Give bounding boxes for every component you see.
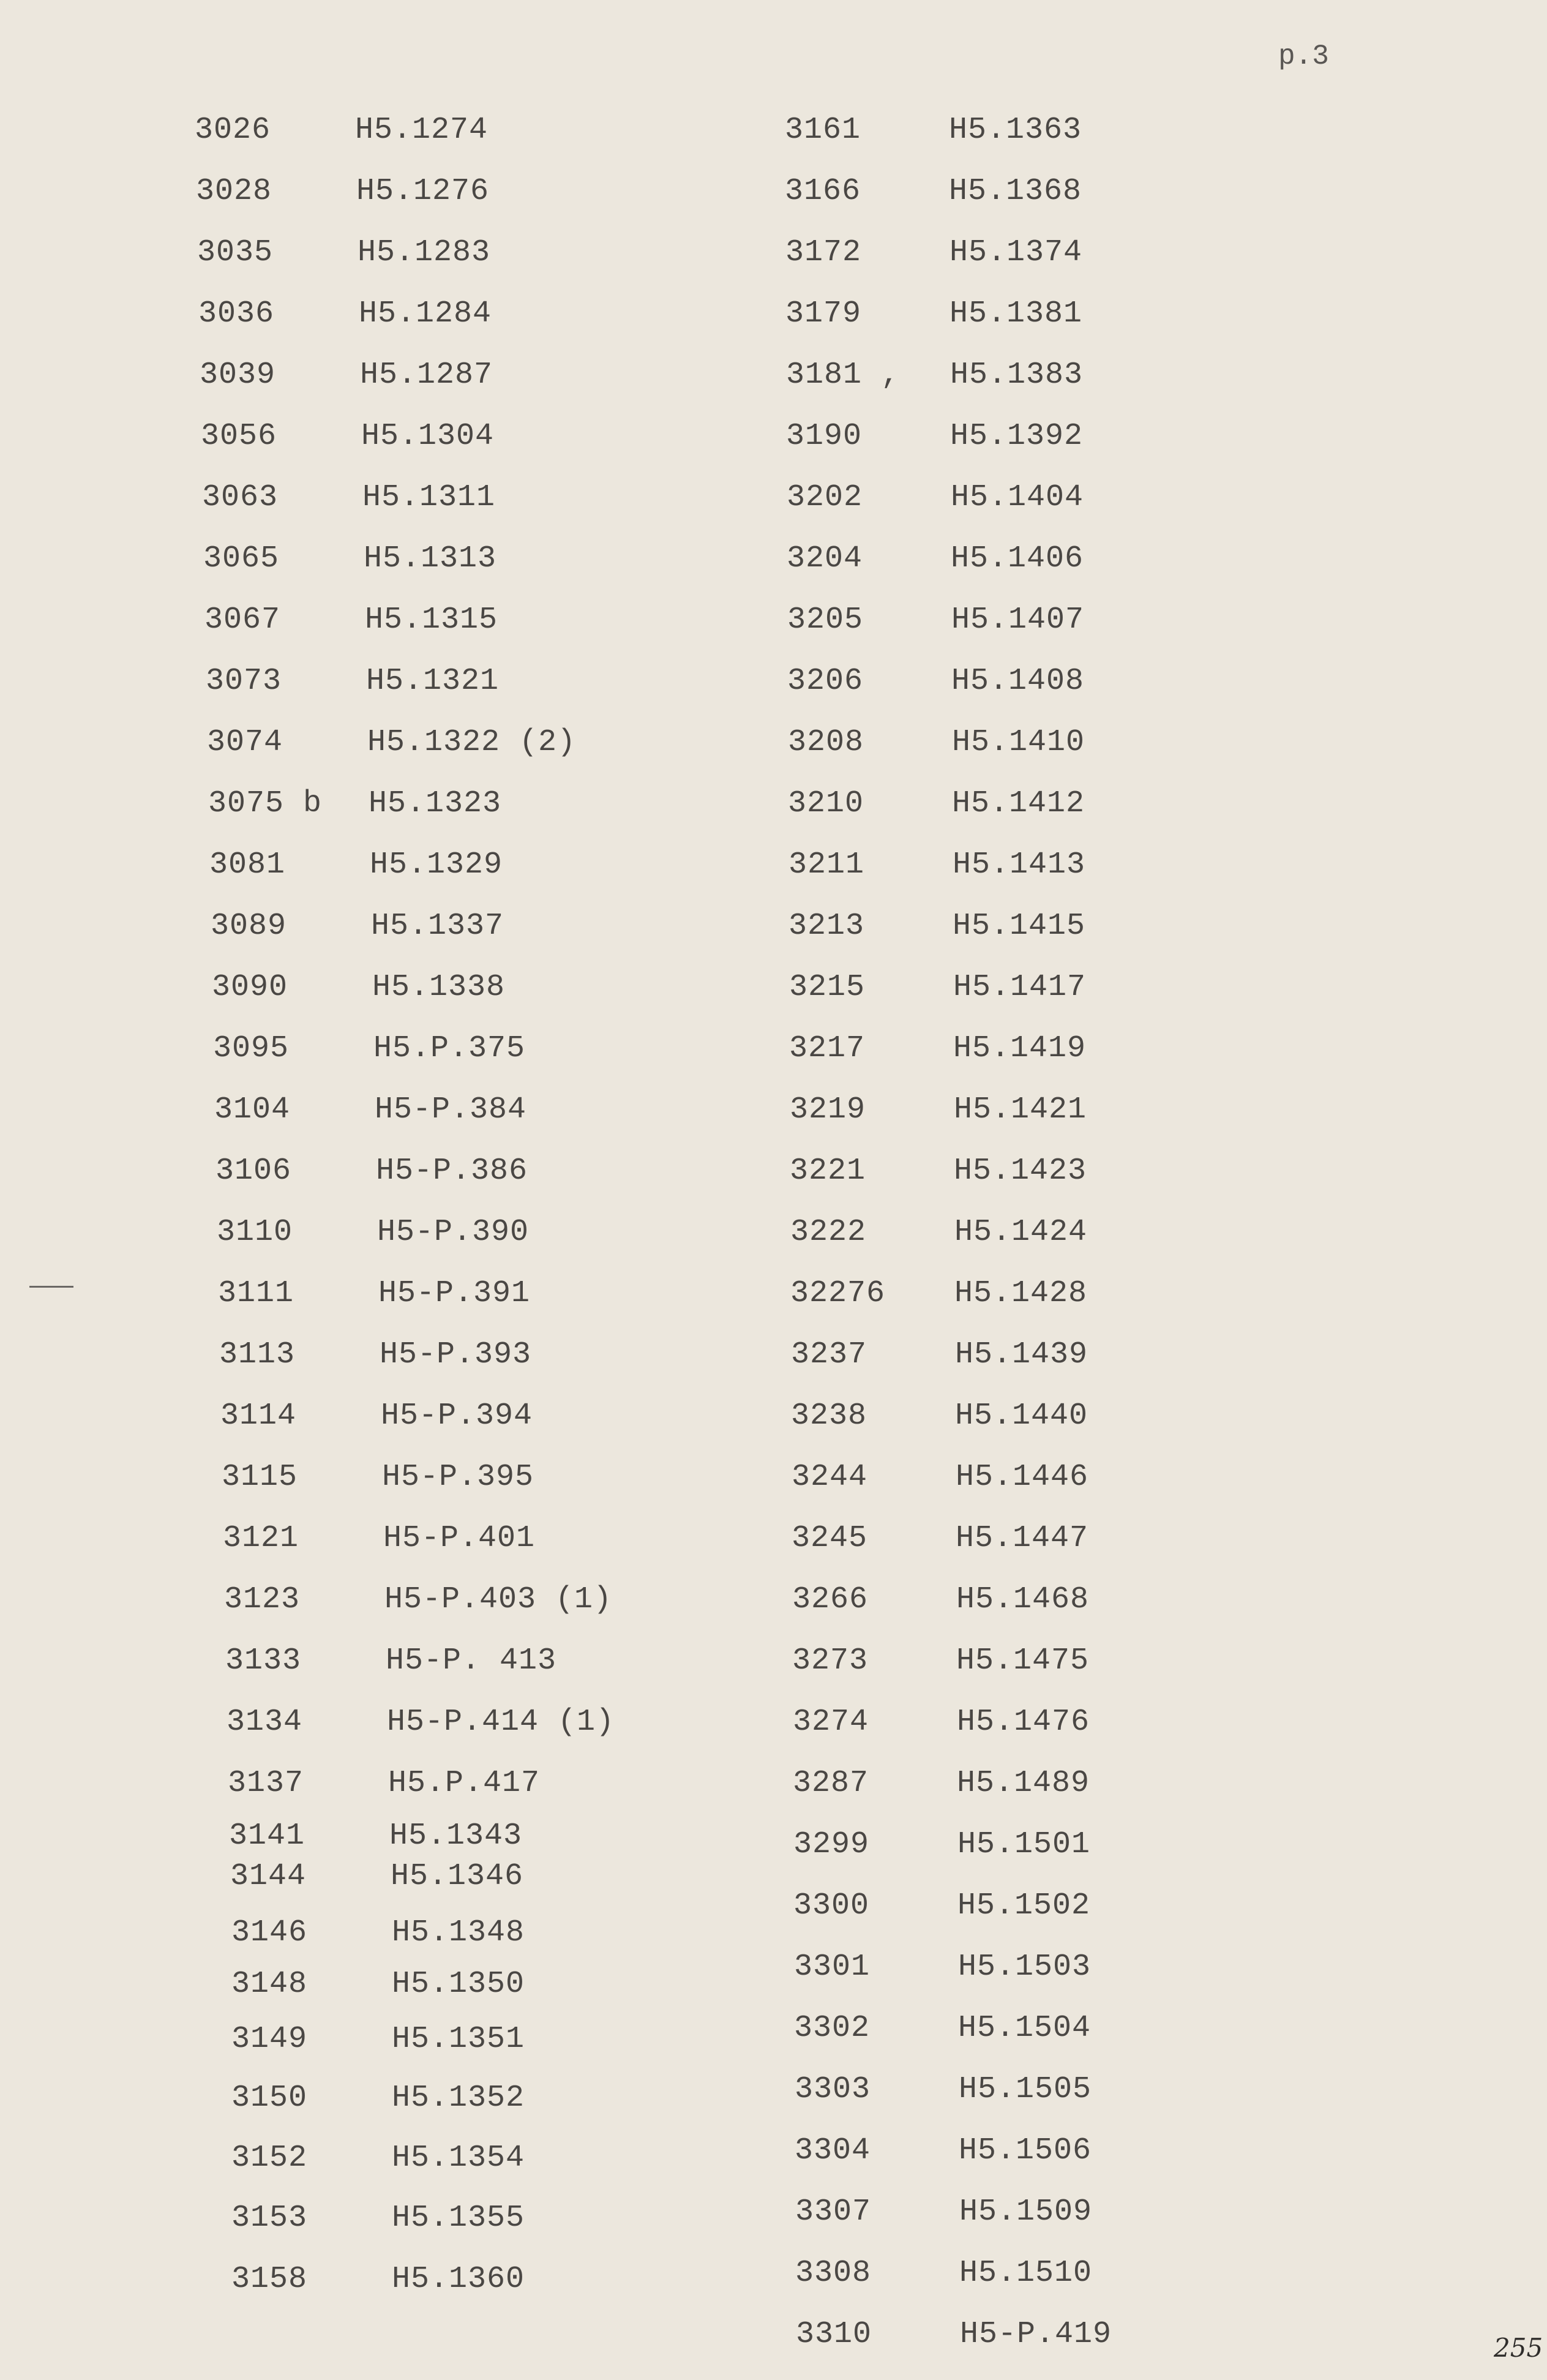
catalog-code: H5.1415: [953, 909, 1086, 944]
catalog-code: H5.1476: [957, 1705, 1090, 1740]
catalog-number: 3244: [792, 1460, 868, 1495]
catalog-number: 3238: [791, 1398, 867, 1433]
catalog-code: H5.1408: [951, 664, 1085, 699]
catalog-code: H5.1368: [949, 174, 1082, 209]
catalog-number: 3110: [217, 1215, 293, 1250]
catalog-code: H5.1313: [364, 541, 497, 576]
catalog-code: H5.P.417: [388, 1766, 541, 1801]
catalog-number: 3113: [219, 1337, 296, 1372]
catalog-number: 3304: [795, 2133, 871, 2168]
catalog-code: H5.1468: [956, 1582, 1090, 1617]
catalog-code: H5.1503: [958, 1950, 1092, 1984]
catalog-code: H5-P.391: [378, 1276, 531, 1311]
catalog-code: H5.1383: [950, 358, 1084, 392]
catalog-code: H5.1404: [951, 480, 1084, 515]
catalog-code: H5.1321: [366, 664, 500, 699]
catalog-number: 3301: [794, 1950, 871, 1984]
catalog-number: 3073: [206, 664, 282, 699]
catalog-code: H5.1304: [361, 419, 495, 454]
catalog-number: 3161: [785, 113, 861, 148]
catalog-code: H5.1311: [362, 480, 496, 515]
catalog-code: H5-P.394: [381, 1398, 533, 1433]
catalog-code: H5-P.395: [382, 1460, 534, 1495]
catalog-number: 3308: [795, 2256, 872, 2291]
catalog-code: H5-P.390: [377, 1215, 530, 1250]
catalog-number: 3133: [225, 1643, 302, 1678]
catalog-number: 3237: [791, 1337, 867, 1372]
catalog-number: 3028: [196, 174, 272, 209]
catalog-number: 3115: [222, 1460, 298, 1495]
catalog-number: 3106: [215, 1154, 292, 1188]
catalog-number: 3190: [786, 419, 863, 454]
catalog-number: 3146: [231, 1915, 308, 1950]
catalog-code: H5.1350: [392, 1967, 525, 2002]
catalog-code: H5.1360: [392, 2262, 525, 2297]
catalog-code: H5-P. 413: [386, 1643, 557, 1678]
catalog-number: 3181 ,: [786, 358, 901, 392]
catalog-code: H5.1392: [950, 419, 1084, 454]
catalog-code: H5-P.414 (1): [387, 1705, 615, 1740]
catalog-number: 3273: [792, 1643, 869, 1678]
catalog-number: 3166: [785, 174, 861, 209]
catalog-number: 3039: [200, 358, 276, 392]
catalog-code: H5-P.419: [960, 2317, 1112, 2352]
catalog-code: H5.1276: [356, 174, 490, 209]
catalog-number: 3158: [231, 2262, 308, 2297]
catalog-number: 3149: [231, 2022, 308, 2057]
catalog-number: 3090: [212, 970, 288, 1005]
catalog-code: H5.1322 (2): [367, 725, 577, 760]
catalog-code: H5.1315: [365, 603, 498, 637]
catalog-number: 3148: [231, 1967, 308, 2002]
catalog-code: H5-P.401: [383, 1521, 536, 1556]
catalog-number: 3213: [788, 909, 865, 944]
catalog-number: 3035: [197, 235, 274, 270]
catalog-code: H5.1337: [371, 909, 504, 944]
catalog-code: H5.1329: [370, 847, 503, 882]
catalog-number: 3114: [220, 1398, 297, 1433]
catalog-number: 3310: [796, 2317, 872, 2352]
catalog-number: 3206: [787, 664, 864, 699]
catalog-code: H5.1417: [953, 970, 1087, 1005]
catalog-number: 3287: [793, 1766, 869, 1801]
catalog-number: 3210: [788, 786, 864, 821]
catalog-code: H5.1439: [955, 1337, 1088, 1372]
catalog-code: H5.1424: [954, 1215, 1088, 1250]
catalog-number: 3111: [218, 1276, 294, 1311]
catalog-code: H5.1413: [953, 847, 1086, 882]
catalog-number: 3245: [792, 1521, 868, 1556]
catalog-number: 3141: [229, 1819, 305, 1853]
catalog-code: H5.1475: [956, 1643, 1090, 1678]
handwritten-page-number: 255: [1494, 2333, 1543, 2363]
catalog-number: 3137: [228, 1766, 304, 1801]
catalog-code: H5-P.384: [375, 1092, 527, 1127]
catalog-number: 3152: [231, 2141, 308, 2175]
catalog-code: H5.1323: [369, 786, 502, 821]
catalog-code: H5.1410: [952, 725, 1085, 760]
catalog-code: H5.1502: [957, 1888, 1091, 1923]
catalog-code: H5.1446: [956, 1460, 1089, 1495]
catalog-number: 3153: [231, 2201, 308, 2235]
catalog-code: H5.1287: [360, 358, 493, 392]
catalog-code: H5.1421: [954, 1092, 1087, 1127]
catalog-number: 3217: [789, 1031, 866, 1066]
catalog-code: H5.1419: [953, 1031, 1087, 1066]
catalog-code: H5.1407: [951, 603, 1085, 637]
catalog-code: H5.1428: [954, 1276, 1088, 1311]
catalog-code: H5.1447: [956, 1521, 1089, 1556]
catalog-number: 3219: [790, 1092, 866, 1127]
catalog-number: 3056: [201, 419, 277, 454]
catalog-code: H5.1338: [372, 970, 506, 1005]
catalog-number: 3302: [794, 2011, 871, 2046]
catalog-code: H5.1352: [392, 2081, 525, 2115]
catalog-code: H5.1504: [958, 2011, 1092, 2046]
catalog-number: 3208: [788, 725, 864, 760]
catalog-code: H5.1374: [950, 235, 1083, 270]
catalog-number: 3095: [213, 1031, 290, 1066]
catalog-number: 3221: [790, 1154, 866, 1188]
catalog-number: 3026: [195, 113, 271, 148]
catalog-code: H5.1509: [959, 2194, 1093, 2229]
catalog-number: 3300: [793, 1888, 870, 1923]
margin-dash: [29, 1286, 73, 1288]
catalog-number: 3266: [792, 1582, 869, 1617]
catalog-number: 3074: [207, 725, 283, 760]
catalog-code: H5.1354: [392, 2141, 525, 2175]
catalog-code: H5.1510: [959, 2256, 1093, 2291]
catalog-code: H5.P.375: [373, 1031, 526, 1066]
catalog-number: 3307: [795, 2194, 872, 2229]
catalog-number: 3123: [224, 1582, 301, 1617]
page-number: p.3: [1278, 40, 1329, 72]
catalog-code: H5.1440: [955, 1398, 1088, 1433]
catalog-number: 3179: [785, 296, 862, 331]
catalog-code: H5.1506: [959, 2133, 1092, 2168]
catalog-code: H5.1284: [359, 296, 492, 331]
catalog-code: H5.1381: [950, 296, 1083, 331]
catalog-number: 3104: [214, 1092, 291, 1127]
catalog-number: 3204: [787, 541, 863, 576]
catalog-code: H5.1343: [389, 1819, 523, 1853]
catalog-number: 32276: [790, 1276, 886, 1311]
catalog-number: 3303: [795, 2072, 871, 2107]
catalog-code: H5-P.393: [380, 1337, 532, 1372]
catalog-number: 3121: [223, 1521, 299, 1556]
catalog-code: H5.1412: [952, 786, 1085, 821]
catalog-code: H5.1274: [355, 113, 489, 148]
catalog-code: H5.1348: [392, 1915, 525, 1950]
catalog-code: H5.1363: [949, 113, 1082, 148]
catalog-number: 3067: [204, 603, 281, 637]
catalog-number: 3299: [793, 1827, 870, 1862]
catalog-number: 3036: [198, 296, 275, 331]
catalog-number: 3144: [230, 1859, 307, 1894]
catalog-code: H5.1423: [954, 1154, 1087, 1188]
catalog-number: 3081: [209, 847, 286, 882]
catalog-code: H5.1489: [957, 1766, 1090, 1801]
catalog-code: H5.1346: [391, 1859, 524, 1894]
catalog-number: 3134: [227, 1705, 303, 1740]
catalog-code: H5-P.403 (1): [384, 1582, 613, 1617]
catalog-code: H5.1501: [957, 1827, 1091, 1862]
catalog-number: 3274: [793, 1705, 869, 1740]
catalog-code: H5.1406: [951, 541, 1084, 576]
catalog-number: 3150: [231, 2081, 308, 2115]
catalog-number: 3089: [211, 909, 287, 944]
catalog-number: 3065: [203, 541, 280, 576]
catalog-code: H5.1283: [358, 235, 491, 270]
catalog-number: 3063: [202, 480, 279, 515]
catalog-number: 3075 b: [208, 786, 323, 821]
catalog-number: 3222: [790, 1215, 867, 1250]
catalog-code: H5-P.386: [376, 1154, 528, 1188]
catalog-number: 3215: [789, 970, 866, 1005]
catalog-number: 3172: [785, 235, 862, 270]
catalog-code: H5.1355: [392, 2201, 525, 2235]
catalog-number: 3211: [788, 847, 865, 882]
catalog-number: 3202: [787, 480, 863, 515]
catalog-code: H5.1505: [959, 2072, 1092, 2107]
catalog-number: 3205: [787, 603, 864, 637]
catalog-code: H5.1351: [392, 2022, 525, 2057]
